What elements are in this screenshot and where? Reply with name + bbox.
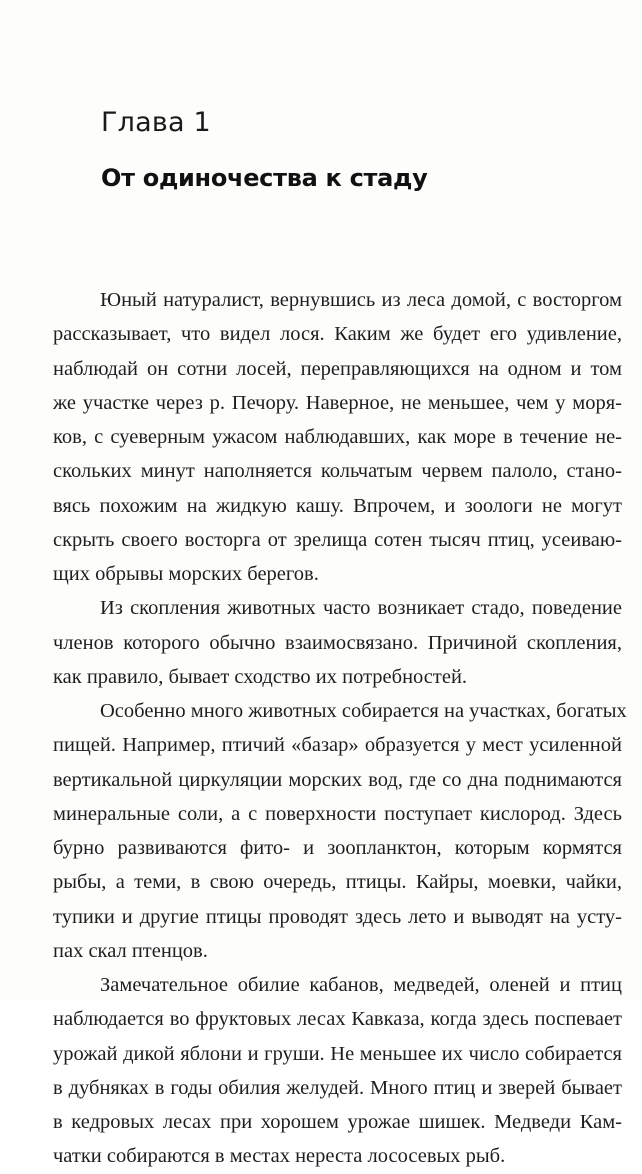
text-line: членов которого обычно взаимосвязано. Причиной скопления, [53, 631, 622, 654]
text-line: Замечательное обилие кабанов, медведей, оленей и птиц [100, 974, 622, 996]
text-line: в дубняках в годы обилия желудей. Много птиц и зверей бывает [53, 1076, 622, 1099]
chapter-title: От одиночества к стаду [101, 164, 428, 192]
chapter-number: Глава 1 [101, 107, 211, 138]
text-line: как правило, бывает сходство их потребностей. [53, 665, 468, 688]
text-line: минеральные соли, а с поверхности поступает кислород. Здесь [53, 802, 622, 825]
text-line: щих обрывы морских берегов. [53, 563, 319, 585]
text-line: чатки собираются в местах нереста лососевых рыб. [53, 1145, 506, 1168]
text-line: ков, с суеверным ужасом наблюдавших, как море в течение не- [53, 426, 622, 448]
text-line: в кедровых лесах при хорошем урожае шишек. Медведи Кам- [53, 1111, 622, 1133]
text-line: Из скопления животных часто возникает стадо, поведение [100, 597, 622, 620]
text-line: наблюдай он сотни лосей, переправляющихся на одном и том [53, 357, 622, 380]
text-line: тупики и другие птицы проводят здесь лето и выводят на усту- [53, 905, 622, 928]
text-line: урожай дикой яблони и груши. Не меньшее их число собирается [53, 1042, 622, 1065]
text-line: Особенно много животных собирается на участках, богатых [100, 700, 627, 722]
text-line: пах скал птенцов. [53, 939, 208, 962]
chapter-body [53, 283, 627, 1174]
text-line: рассказывает, что видел лося. Каким же будет его удивление, [53, 323, 622, 346]
text-line: скольких минут наполняется кольчатым червем палоло, стано- [53, 460, 622, 483]
text-line: наблюдается во фруктовых лесах Кавказа, когда здесь поспевает [53, 1008, 622, 1031]
text-line: же участке через р. Печору. Наверное, не меньшее, чем у моря- [53, 391, 622, 414]
text-line: пищей. Например, птичий «базар» образуется у мест усиленной [53, 734, 622, 757]
text-line: бурно развиваются фито- и зоопланктон, которым кормятся [53, 837, 622, 859]
text-line: Юный натуралист, вернувшись из леса домой, с восторгом [100, 289, 622, 311]
text-line: скрыть своего восторга от зрелища сотен тысяч птиц, усеиваю- [53, 528, 622, 551]
text-line: рыбы, а теми, в свою очередь, птицы. Кайры, моевки, чайки, [53, 871, 622, 894]
text-line: вертикальной циркуляции морских вод, где со дна поднимаются [53, 768, 622, 791]
text-line: вясь похожим на жидкую кашу. Впрочем, и зоологи не могут [53, 494, 622, 517]
